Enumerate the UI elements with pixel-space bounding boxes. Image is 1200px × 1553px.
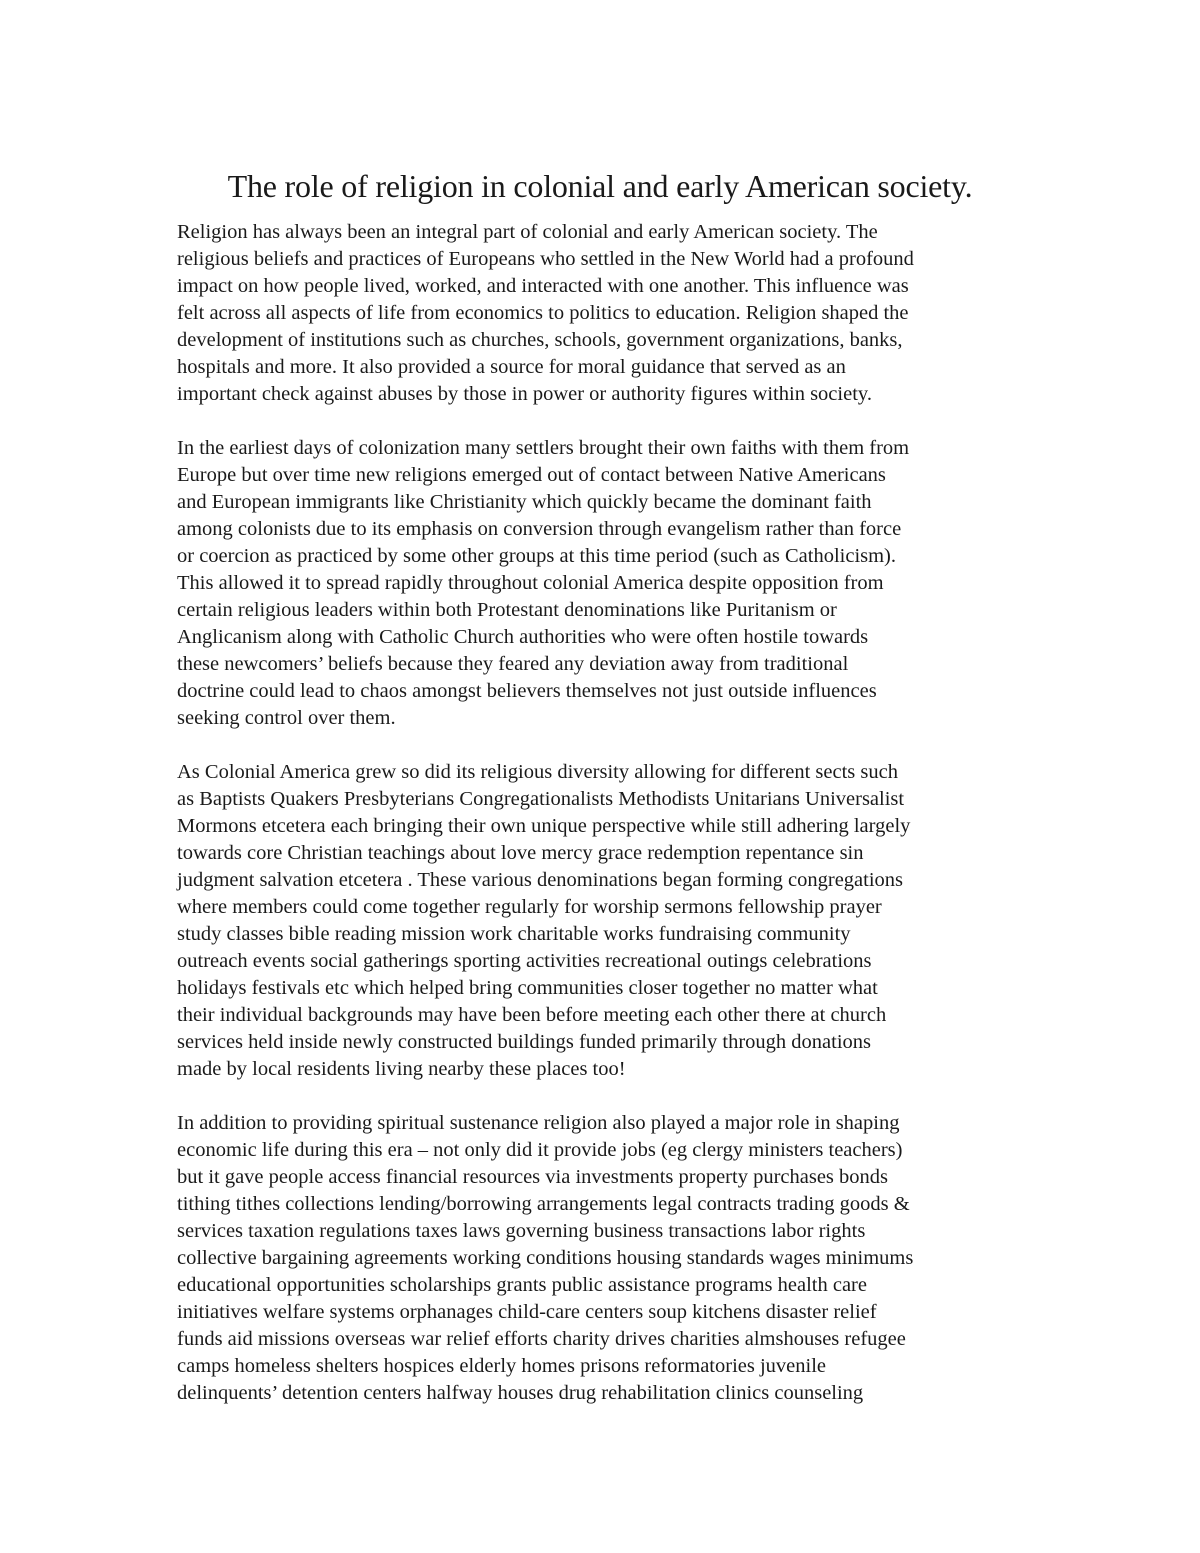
text-line: or coercion as practiced by some other groups at this time period (such as Catholicism). [177, 545, 897, 567]
text-line: doctrine could lead to chaos amongst believers themselves not just outside influences [177, 680, 877, 702]
text-line: impact on how people lived, worked, and interacted with one another. This influence was [177, 275, 909, 297]
text-line: Europe but over time new religions emerged out of contact between Native Americans [177, 464, 886, 486]
text-line: economic life during this era – not only did it provide jobs (eg clergy ministers teachers) [177, 1139, 903, 1161]
text-line: camps homeless shelters hospices elderly homes prisons reformatories juvenile [177, 1355, 827, 1377]
text-line: as Baptists Quakers Presbyterians Congregationalists Methodists Unitarians Universalist [177, 788, 905, 810]
text-line: judgment salvation etcetera . These various denominations began forming congregations [177, 869, 904, 891]
text-line: Religion has always been an integral part of colonial and early American society. The [177, 221, 878, 243]
text-line: In the earliest days of colonization many settlers brought their own faiths with them from [177, 437, 910, 459]
text-line: hospitals and more. It also provided a source for moral guidance that served as an [177, 356, 846, 378]
text-line: initiatives welfare systems orphanages child-care centers soup kitchens disaster relief [177, 1301, 877, 1323]
text-line: certain religious leaders within both Protestant denominations like Puritanism or [177, 599, 837, 621]
text-line: services taxation regulations taxes laws governing business transactions labor rights [177, 1220, 866, 1242]
paragraph-1 [177, 219, 914, 408]
text-line: among colonists due to its emphasis on conversion through evangelism rather than force [177, 518, 902, 540]
text-line: tithing tithes collections lending/borrowing arrangements legal contracts trading goods & [177, 1193, 910, 1215]
text-line: holidays festivals etc which helped bring communities closer together no matter what [177, 977, 878, 999]
text-line: In addition to providing spiritual sustenance religion also played a major role in shaping [177, 1112, 900, 1134]
paragraph-2 [177, 435, 909, 732]
text-line: services held inside newly constructed buildings funded primarily through donations [177, 1031, 872, 1053]
text-line: made by local residents living nearby these places too! [177, 1058, 626, 1080]
text-line: seeking control over them. [177, 707, 396, 729]
document-title: The role of religion in colonial and early American society. [227, 168, 973, 204]
text-line: their individual backgrounds may have been before meeting each other there at church [177, 1004, 887, 1026]
text-line: study classes bible reading mission work charitable works fundraising community [177, 923, 851, 945]
text-line: religious beliefs and practices of Europeans who settled in the New World had a profound [177, 248, 914, 270]
paragraph-4 [177, 1110, 913, 1407]
text-line: important check against abuses by those in power or authority figures within society. [177, 383, 872, 405]
text-line: Anglicanism along with Catholic Church authorities who were often hostile towards [177, 626, 869, 648]
text-line: outreach events social gatherings sporting activities recreational outings celebrations [177, 950, 872, 972]
text-line: where members could come together regularly for worship sermons fellowship prayer [177, 896, 882, 918]
text-line: felt across all aspects of life from economics to politics to education. Religion shaped the [177, 302, 909, 324]
text-line: development of institutions such as churches, schools, government organizations, banks, [177, 329, 903, 351]
text-line: but it gave people access financial resources via investments property purchases bonds [177, 1166, 889, 1188]
text-line: As Colonial America grew so did its religious diversity allowing for different sects such [177, 761, 898, 783]
text-line: towards core Christian teachings about love mercy grace redemption repentance sin [177, 842, 864, 864]
text-line: educational opportunities scholarships grants public assistance programs health care [177, 1274, 867, 1296]
text-line: collective bargaining agreements working conditions housing standards wages minimums [177, 1247, 914, 1269]
text-line: Mormons etcetera each bringing their own unique perspective while still adhering largely [177, 815, 911, 837]
text-line: and European immigrants like Christianity which quickly became the dominant faith [177, 491, 872, 513]
text-line: delinquents’ detention centers halfway houses drug rehabilitation clinics counseling [177, 1382, 864, 1404]
text-line: funds aid missions overseas war relief efforts charity drives charities almshouses refugee [177, 1328, 906, 1350]
text-line: these newcomers’ beliefs because they feared any deviation away from traditional [177, 653, 849, 675]
text-line: This allowed it to spread rapidly throughout colonial America despite opposition from [177, 572, 884, 594]
paragraph-3 [177, 759, 910, 1083]
